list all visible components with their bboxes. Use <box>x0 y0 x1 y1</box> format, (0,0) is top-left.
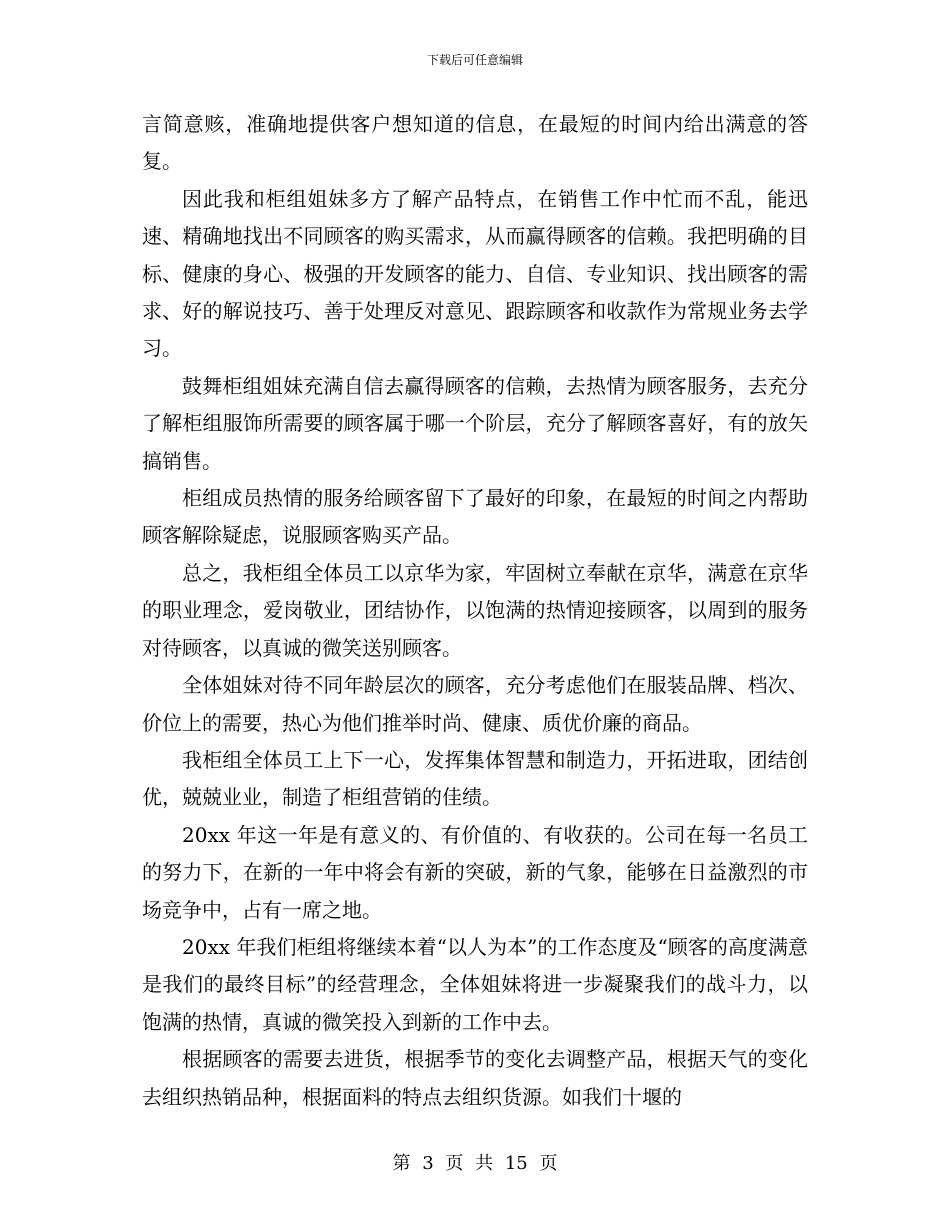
paragraph-1: 言简意赅，准确地提供客户想知道的信息，在最短的时间内给出满意的答复。 <box>142 112 808 174</box>
page-header: 下载后可任意编辑 <box>426 53 523 67</box>
document-body <box>142 106 808 1116</box>
paragraph-8: 20xx 年这一年是有意义的、有价值的、有收获的。公司在每一名员工的努力下，在新的一年中将会有新的突破，新的气象，能够在日益激烈的市场竞争中，占有一席之地。 <box>142 822 808 922</box>
paragraph-6: 全体姐妹对待不同年龄层次的顾客，充分考虑他们在服装品牌、档次、价位上的需要，热心为他们推举时尚、健康、质优价廉的商品。 <box>142 673 808 735</box>
paragraph-4: 柜组成员热情的服务给顾客留下了最好的印象，在最短的时间之内帮助顾客解除疑虑，说服顾客购买产品。 <box>142 486 808 548</box>
page-number: 第 3 页 共 15 页 <box>392 1153 558 1174</box>
paragraph-7: 我柜组全体员工上下一心，发挥集体智慧和制造力，开拓进取，团结创优，兢兢业业，制造了柜组营销的佳绩。 <box>142 747 808 810</box>
paragraph-5: 总之，我柜组全体员工以京华为家，牢固树立奉献在京华，满意在京华的职业理念，爱岗敬业，团结协作，以饱满的热情迎接顾客，以周到的服务对待顾客，以真诚的微笑送别顾客。 <box>142 560 808 660</box>
paragraph-3: 鼓舞柜组姐妹充满自信去赢得顾客的信赖，去热情为顾客服务，去充分了解柜组服饰所需要的顾客属于哪一个阶层，充分了解顾客喜好，有的放矢搞销售。 <box>142 373 808 473</box>
paragraph-2: 因此我和柜组姐妹多方了解产品特点，在销售工作中忙而不乱，能迅速、精确地找出不同顾客的购买需求，从而赢得顾客的信赖。我把明确的目标、健康的身心、极强的开发顾客的能力、自信、专业知识、找出顾客的需求、好的解说技巧、善于处理反对意见、跟踪顾客和收款作为常规业务去学习。 <box>142 186 808 361</box>
paragraph-9: 20xx 年我们柜组将继续本着“以人为本”的工作态度及“顾客的高度满意是我们的最终目标”的经营理念，全体姐妹将进一步凝聚我们的战斗力，以饱满的热情，真诚的微笑投入到新的工作中去。 <box>142 934 808 1034</box>
paragraph-10: 根据顾客的需要去进货，根据季节的变化去调整产品，根据天气的变化去组织热销品种，根据面料的特点去组织货源。如我们十堰的 <box>142 1047 808 1109</box>
